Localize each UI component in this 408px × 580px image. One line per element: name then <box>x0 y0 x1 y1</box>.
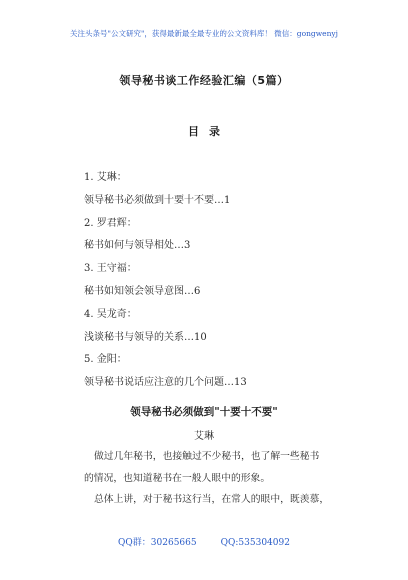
header-note: 关注头条号"公文研究"，获得最新最全最专业的公文资料库！ 微信：gongwenyj <box>70 29 338 38</box>
toc-entry-5: 领导秘书说话应注意的几个问题…13 <box>84 377 247 389</box>
toc-heading: 目录 <box>188 125 230 138</box>
toc-entry-2: 秘书如何与领导相处…3 <box>84 240 191 252</box>
document-title: 领导秘书谈工作经验汇编（5篇） <box>119 74 289 87</box>
toc-author-5: 5. 金阳： <box>84 354 127 366</box>
footer-contact <box>0 535 408 548</box>
toc-entry-4: 浅谈秘书与领导的关系…10 <box>84 331 207 343</box>
toc-author-1: 1. 艾琳： <box>84 172 127 183</box>
article-body <box>84 450 370 515</box>
paragraph-line: 的情况，也知道秘书在一般人眼中的形象。 <box>84 472 271 484</box>
qq-group-number: QQ群：30265665 <box>118 538 197 548</box>
paragraph-line: 做过几年秘书，也接触过不少秘书，也了解一些秘书 <box>94 451 320 462</box>
article-author: 艾琳 <box>194 431 214 442</box>
table-of-contents <box>84 171 384 399</box>
article-title: 领导秘书必须做到"十要十不要" <box>130 406 278 418</box>
toc-author-4: 4. 吴龙奇： <box>84 308 137 320</box>
toc-author-3: 3. 王守福： <box>84 263 137 275</box>
qq-number: QQ:535304092 <box>220 538 290 548</box>
toc-entry-1: 领导秘书必须做到十要十不要…1 <box>84 194 231 206</box>
toc-author-2: 2. 罗君辉： <box>84 217 137 229</box>
paragraph-line: 总体上讲，对于秘书这行当，在常人的眼中，既羡慕， <box>94 494 330 505</box>
toc-entry-3: 秘书如知领会领导意图…6 <box>84 285 201 297</box>
